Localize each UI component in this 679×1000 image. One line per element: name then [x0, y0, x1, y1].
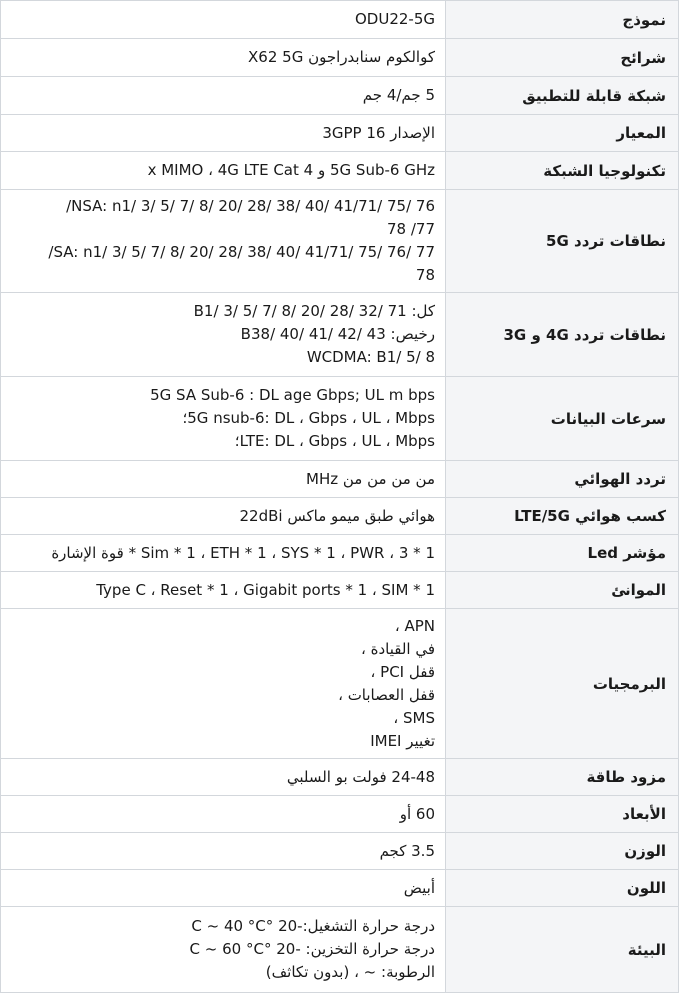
spec-row [1, 377, 679, 461]
spec-label: تكنولوجيا الشبكة [446, 152, 679, 190]
spec-row [1, 535, 679, 572]
spec-label: نموذج [446, 1, 679, 39]
spec-value-line: رخيص: 43 /42 /41 /40 /B38 [240, 325, 435, 343]
spec-value [1, 293, 446, 377]
spec-value: ODU22-5G [1, 1, 446, 39]
spec-label: اللون [446, 870, 679, 907]
spec-row [1, 115, 679, 152]
spec-value: 3.5 كجم [1, 833, 446, 870]
spec-row [1, 759, 679, 796]
spec-value: 5 جم/4 جم [1, 77, 446, 115]
spec-value: الإصدار 16 3GPP [1, 115, 446, 152]
spec-row [1, 293, 679, 377]
spec-value-line: تغيير IMEI [370, 731, 435, 750]
spec-value-line: درجة حرارة التشغيل:-20 °C ~ 40 °C [191, 917, 435, 935]
spec-row [1, 796, 679, 833]
spec-table-body [1, 1, 679, 993]
spec-value: 60 أو [1, 796, 446, 833]
spec-row [1, 907, 679, 993]
spec-label: الأبعاد [446, 796, 679, 833]
spec-value-line: قفل العصابات ، [338, 685, 435, 704]
spec-row [1, 461, 679, 498]
spec-value-line: كل: 71 /32 /28 /20 /8 /7 /5 /3 /B1 [193, 302, 435, 320]
spec-value: أبيض [1, 870, 446, 907]
spec-value-line: WCDMA: B1/ 5/ 8 [306, 348, 435, 366]
spec-value: 1 * 3 ، Sim * 1 ، ETH * 1 ، SYS * 1 ، PWR * قوة الإشارة [1, 535, 446, 572]
spec-row [1, 152, 679, 190]
spec-value-line: قفل PCI ، [370, 662, 435, 681]
spec-row [1, 498, 679, 535]
spec-label: الوزن [446, 833, 679, 870]
spec-label: الموانئ [446, 572, 679, 609]
spec-row [1, 609, 679, 759]
spec-row [1, 190, 679, 293]
spec-value-line: 5G nsub-6: DL ، Gbps ، UL ، Mbps؛ [182, 409, 435, 427]
spec-row [1, 1, 679, 39]
spec-value-line: الرطوبة: ~ ، (بدون تكاثف) [265, 963, 435, 981]
spec-value-line: في القيادة ، [360, 639, 435, 658]
spec-label: تردد الهوائي [446, 461, 679, 498]
spec-value-line: 78 [415, 266, 435, 284]
spec-label: المعيار [446, 115, 679, 152]
spec-label: البرمجيات [446, 609, 679, 759]
spec-value-line: NSA: n1/ 3/ 5/ 7/ 8/ 20/ 28/ 38/ 40/ 41/71/ 75/ 76/ [66, 197, 435, 215]
spec-value-line: 5G SA Sub-6 : DL age Gbps; UL m bps [150, 386, 435, 404]
spec-label: مزود طاقة [446, 759, 679, 796]
spec-value [1, 377, 446, 461]
spec-value-line: 77/ 78 [386, 220, 435, 238]
spec-value: 24-48 فولت بو السلبي [1, 759, 446, 796]
spec-label: كسب هوائي LTE/5G [446, 498, 679, 535]
spec-value: 1 * Type C ، Reset * 1 ، Gigabit ports * 1 ، SIM [1, 572, 446, 609]
spec-label: شرائح [446, 39, 679, 77]
spec-value: 5G Sub-6 GHz و 4 x MIMO ، 4G LTE Cat [1, 152, 446, 190]
spec-row [1, 870, 679, 907]
spec-value: من من من من MHz [1, 461, 446, 498]
spec-value: كوالكوم سنابدراجون X62 5G [1, 39, 446, 77]
spec-label: مؤشر Led [446, 535, 679, 572]
spec-value-line: SA: n1/ 3/ 5/ 7/ 8/ 20/ 28/ 38/ 40/ 41/71/ 75/ 76/ 77/ [48, 243, 435, 261]
spec-value [1, 907, 446, 993]
spec-label: نطاقات تردد 5G [446, 190, 679, 293]
spec-value-line: SMS ، [393, 708, 435, 727]
spec-label: سرعات البيانات [446, 377, 679, 461]
spec-row [1, 77, 679, 115]
spec-value-line: درجة حرارة التخزين: -20 °C ~ 60 °C [189, 940, 435, 958]
spec-value-line: APN ، [394, 616, 435, 635]
spec-value-line: LTE: DL ، Gbps ، UL ، Mbps؛ [234, 432, 435, 450]
spec-value [1, 609, 446, 759]
spec-label: شبكة قابلة للتطبيق [446, 77, 679, 115]
spec-label: نطاقات تردد 4G و 3G [446, 293, 679, 377]
spec-row [1, 833, 679, 870]
spec-label: البيئة [446, 907, 679, 993]
spec-row [1, 39, 679, 77]
spec-value: هوائي طبق ميمو ماكس 22dBi [1, 498, 446, 535]
spec-value [1, 190, 446, 293]
spec-row [1, 572, 679, 609]
